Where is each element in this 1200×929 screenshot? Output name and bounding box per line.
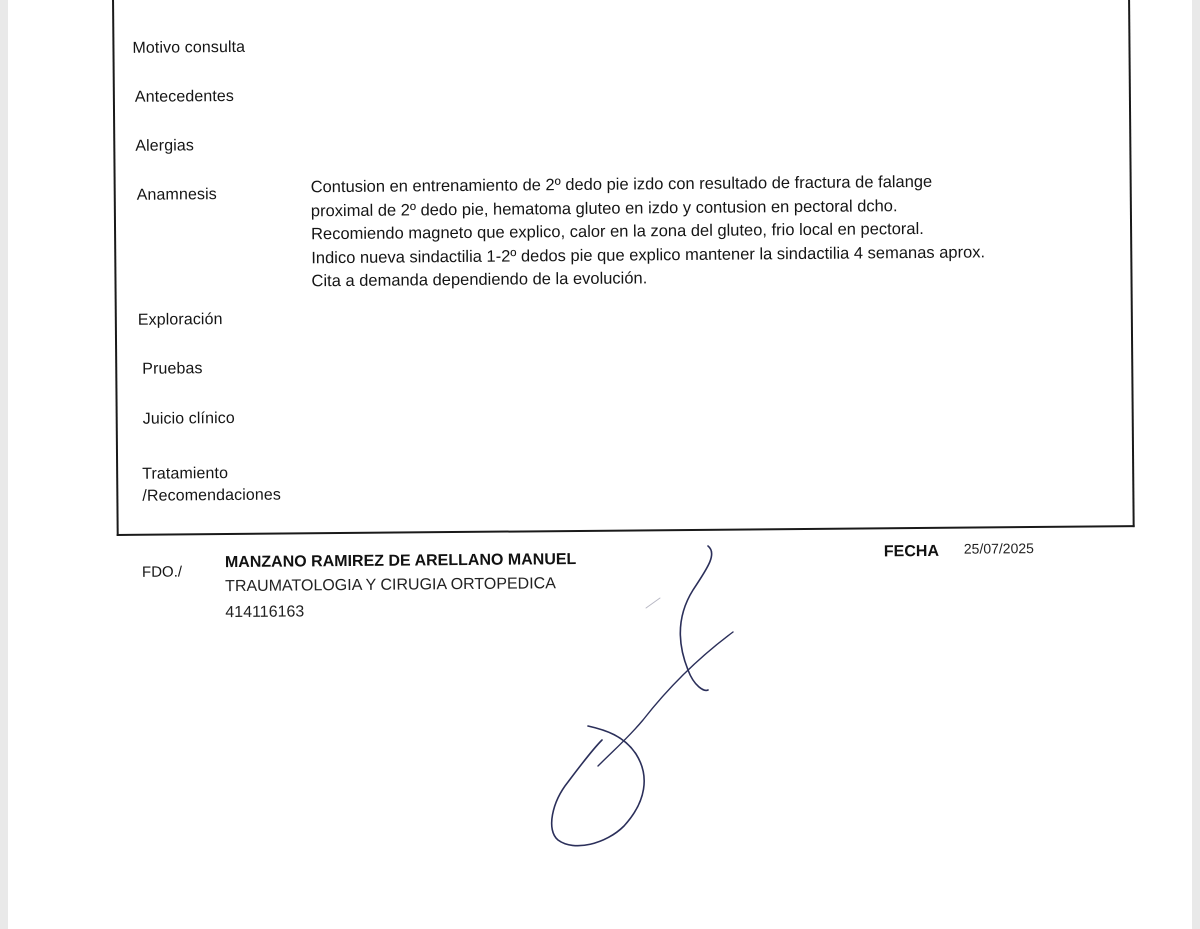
- collegiate-number: 414116163: [225, 603, 305, 622]
- anamnesis-line: Indico nueva sindactilia 1-2º dedos pie que explico mantener la sindactilia 4 semanas aprox.: [311, 242, 986, 267]
- pruebas-label: Pruebas: [142, 360, 203, 378]
- fecha-value: 25/07/2025: [963, 540, 1034, 557]
- doctor-specialty: TRAUMATOLOGIA Y CIRUGIA ORTOPEDICA: [225, 575, 556, 596]
- motivo-consulta-label: Motivo consulta: [132, 38, 246, 57]
- anamnesis-label: Anamnesis: [136, 186, 217, 204]
- juicio-clinico-label: Juicio clínico: [142, 409, 235, 428]
- tratamiento-label-line2: /Recomendaciones: [142, 486, 282, 505]
- doctor-name: MANZANO RAMIREZ DE ARELLANO MANUEL: [224, 551, 577, 572]
- document-page: [8, 0, 1192, 929]
- anamnesis-line: Contusion en entrenamiento de 2º dedo pie izdo con resultado de fractura de falange: [310, 172, 933, 197]
- exploracion-label: Exploración: [137, 311, 223, 329]
- tratamiento-label-line1: Tratamiento: [142, 465, 229, 483]
- fdo-label: FDO./: [141, 563, 183, 581]
- handwritten-signature: [528, 540, 768, 860]
- fecha-label: FECHA: [883, 542, 940, 561]
- anamnesis-line: proximal de 2º dedo pie, hematoma gluteo en izdo y contusion en pectoral dcho.: [310, 196, 898, 220]
- anamnesis-line: Recomiendo magneto que explico, calor en la zona del gluteo, frio local en pectoral.: [311, 219, 924, 244]
- anamnesis-line: Cita a demanda dependiendo de la evolución.: [311, 269, 648, 291]
- antecedentes-label: Antecedentes: [134, 87, 235, 106]
- alergias-label: Alergias: [135, 137, 194, 155]
